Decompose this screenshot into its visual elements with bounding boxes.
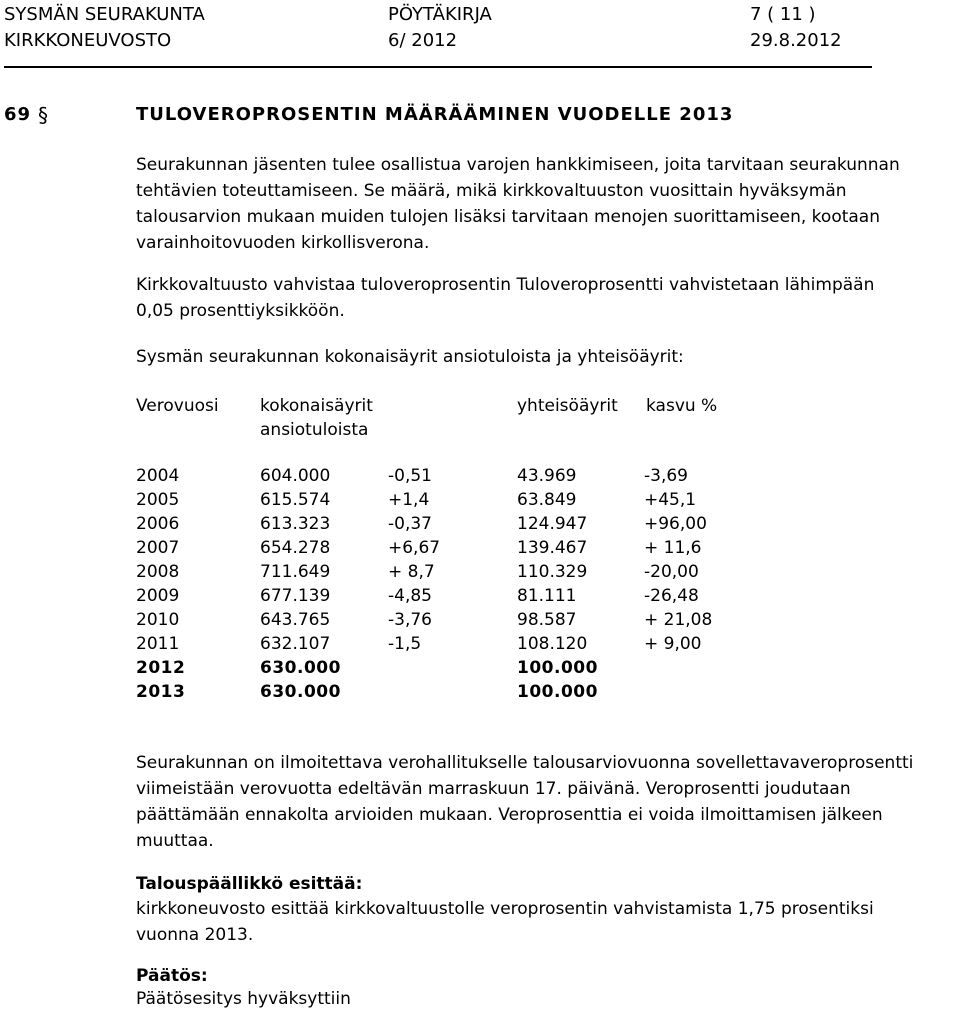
cell-corporate: 43.969: [517, 466, 577, 486]
cell-year: 2013: [136, 682, 186, 702]
section-title: TULOVEROPROSENTIN MÄÄRÄÄMINEN VUODELLE 2013: [136, 104, 734, 125]
cell-corporate-change: +45,1: [644, 490, 697, 510]
cell-corporate: 98.587: [517, 610, 577, 630]
cell-corporate: 110.329: [517, 562, 588, 582]
notice-paragraph: Seurakunnan on ilmoitettava verohallitukselle talousarviovuonna sovellettavaveroprosentti viimeistään verovuotta edeltävän marraskuun 17. päivänä. Veroprosentti joudutaan päättämään ennakolta arvioiden mukaan. Veroprosenttia ei voida ilmoittamisen jälkeen muuttaa.: [136, 753, 914, 851]
rate-paragraph: Kirkkovaltuusto vahvistaa tuloveroprosentin Tuloveroprosentti vahvistetaan lähimpään 0,05 prosenttiyksikköön.: [136, 275, 875, 321]
header-number: 6/ 2012: [388, 30, 458, 51]
header-date: 29.8.2012: [750, 30, 842, 51]
cell-year: 2004: [136, 466, 180, 486]
col-header-year: Verovuosi: [136, 396, 219, 416]
cell-corporate-change: -3,69: [644, 466, 688, 486]
cell-total-change: +6,67: [388, 538, 441, 558]
cell-corporate: 100.000: [517, 682, 598, 702]
cell-total-change: -0,37: [388, 514, 432, 534]
cell-corporate: 124.947: [517, 514, 588, 534]
proposal-label: Talouspäällikkö esittää:: [136, 874, 363, 894]
cell-total: 630.000: [260, 658, 341, 678]
cell-total-change: -0,51: [388, 466, 432, 486]
cell-total-change: -4,85: [388, 586, 432, 606]
cell-year: 2012: [136, 658, 186, 678]
cell-corporate-change: + 21,08: [644, 610, 713, 630]
cell-total-change: -1,5: [388, 634, 422, 654]
header-divider: [4, 66, 872, 68]
cell-total: 630.000: [260, 682, 341, 702]
cell-total: 632.107: [260, 634, 331, 654]
cell-corporate: 108.120: [517, 634, 588, 654]
cell-year: 2010: [136, 610, 180, 630]
cell-total: 677.139: [260, 586, 331, 606]
cell-total: 711.649: [260, 562, 331, 582]
cell-corporate-change: -26,48: [644, 586, 699, 606]
header-page: 7 ( 11 ): [750, 4, 816, 25]
cell-corporate-change: + 11,6: [644, 538, 702, 558]
col-header-corporate: yhteisöäyrit: [517, 396, 618, 416]
cell-corporate: 81.111: [517, 586, 577, 606]
table-intro: Sysmän seurakunnan kokonaisäyrit ansiotuloista ja yhteisöäyrit:: [136, 347, 684, 367]
header-body: KIRKKONEUVOSTO: [4, 30, 172, 51]
cell-corporate-change: -20,00: [644, 562, 699, 582]
cell-total-change: +1,4: [388, 490, 430, 510]
cell-year: 2006: [136, 514, 180, 534]
cell-total: 654.278: [260, 538, 331, 558]
cell-total: 613.323: [260, 514, 331, 534]
cell-total: 643.765: [260, 610, 331, 630]
proposal-text: kirkkoneuvosto esittää kirkkovaltuustolle veroprosentin vahvistamista 1,75 prosentiksi vuonna 2013.: [136, 899, 874, 945]
decision-text: Päätösesitys hyväksyttiin: [136, 989, 351, 1009]
cell-corporate-change: + 9,00: [644, 634, 702, 654]
cell-year: 2011: [136, 634, 180, 654]
header-doc-type: PÖYTÄKIRJA: [388, 4, 492, 25]
col-header-total: kokonaisäyrit: [260, 396, 373, 416]
cell-corporate: 139.467: [517, 538, 588, 558]
header-org: SYSMÄN SEURAKUNTA: [4, 4, 205, 25]
cell-total: 604.000: [260, 466, 331, 486]
cell-year: 2007: [136, 538, 180, 558]
section-number: 69: [4, 104, 32, 125]
cell-total-change: + 8,7: [388, 562, 435, 582]
decision-label: Päätös:: [136, 966, 208, 986]
cell-corporate: 63.849: [517, 490, 577, 510]
cell-total: 615.574: [260, 490, 331, 510]
cell-total-change: -3,76: [388, 610, 432, 630]
cell-corporate: 100.000: [517, 658, 598, 678]
col-header-total-line2: ansiotuloista: [260, 420, 369, 440]
cell-year: 2008: [136, 562, 180, 582]
cell-year: 2009: [136, 586, 180, 606]
intro-paragraph: Seurakunnan jäsenten tulee osallistua varojen hankkimiseen, joita tarvitaan seurakunnan tehtävien toteuttamiseen. Se määrä, mikä kirkkovaltuuston vuosittain hyväksymän talousarvion mukaan muiden tulojen lisäksi tarvitaan menojen suorittamiseen, kootaan varainhoitovuoden kirkollisverona.: [136, 155, 900, 253]
col-header-change: kasvu %: [646, 396, 718, 416]
section-sign-icon: §: [38, 103, 48, 127]
cell-corporate-change: +96,00: [644, 514, 707, 534]
cell-year: 2005: [136, 490, 180, 510]
